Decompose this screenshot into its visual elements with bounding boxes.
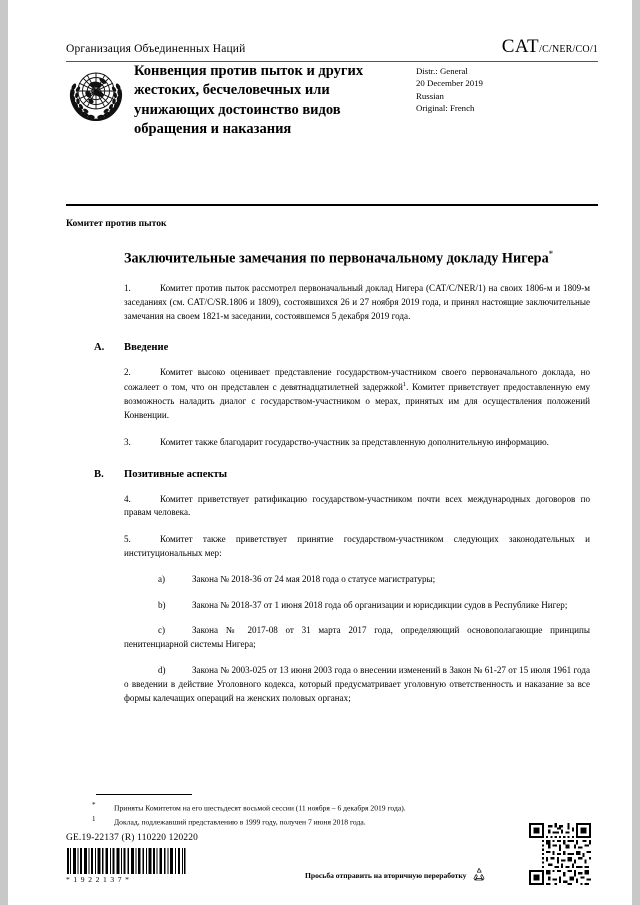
sub-item-text: Закона № 2003-025 от 13 июня 2003 года о внесении изменений в Закон № 61-27 от 15 июля 1961 года о введении в действие Уголовного кодекса, который предусматривает уголовную ответственность и наказание за все формы калечащих операций на женских половых органах;: [124, 665, 590, 703]
distribution-language: Russian: [416, 90, 444, 101]
paragraph-number: 2.: [124, 367, 131, 378]
distribution-block: [416, 65, 556, 115]
footnote-text: Приняты Комитетом на его шестьдесят восьмой сессии (11 ноября – 6 декабря 2019 года).: [114, 803, 406, 813]
paragraph-3: [124, 423, 590, 450]
document-page: [8, 0, 632, 905]
page-title-footnote-mark: *: [548, 249, 554, 259]
document-symbol: [502, 36, 598, 58]
section-heading-b: [94, 450, 590, 480]
sub-item-letter: c): [158, 625, 166, 636]
paragraph-number: 5.: [124, 534, 131, 545]
masthead: [66, 36, 598, 62]
distribution-original: Original: French: [416, 103, 475, 114]
document-symbol-suffix: /C/NER/CO/1: [539, 44, 598, 55]
sub-item-letter: a): [158, 573, 166, 584]
barcode-digits: *1922137*: [66, 875, 133, 884]
sub-item-a: [124, 561, 590, 587]
footnotes: [92, 794, 536, 829]
paragraph-text: Комитет приветствует ратификацию государством-участником почти всех международных договоров по правам человека.: [124, 493, 590, 518]
sub-item-letter: b): [158, 599, 166, 610]
recycle-text: Просьба отправить на вторичную переработку: [305, 870, 467, 880]
header-separator-rule: [66, 204, 598, 206]
paragraph-text-before: Комитет высоко оценивает представление государством-участником своего первоначального доклада, но сожалеет о том, что он представлен с девятнадцатилетней задержкой: [124, 367, 590, 393]
barcode-icon: [66, 848, 186, 874]
committee-name: Комитет против пыток: [66, 218, 167, 229]
job-number: GE.19-22137 (R) 110220 120220: [66, 833, 199, 843]
section-title: Введение: [124, 342, 169, 354]
section-title: Позитивные аспекты: [124, 468, 228, 480]
recycle-icon: [470, 866, 488, 884]
sub-item-c: [124, 612, 590, 652]
organization-name: Организация Объединенных Наций: [66, 43, 246, 55]
sub-item-text: Закона № 2018-36 от 24 мая 2018 года о статусе магистратуры;: [192, 573, 436, 584]
footnote-asterisk: [92, 800, 536, 814]
paragraph-number: 4.: [124, 493, 131, 504]
paragraph-2: [124, 353, 590, 422]
paragraph-number: 1.: [124, 283, 131, 294]
document-body: [94, 248, 590, 706]
sub-item-text: Закона № 2018-37 от 1 июня 2018 года об организации и юрисдикции судов в Республике Нигер;: [192, 599, 568, 610]
sub-item-b: [124, 587, 590, 613]
document-symbol-prefix: CAT: [501, 36, 540, 57]
paragraph-5: [124, 520, 590, 561]
footnote-separator: [96, 794, 192, 795]
section-letter: B.: [94, 468, 104, 480]
recycle-notice: [305, 866, 488, 884]
footnote-mark: 1: [92, 815, 96, 824]
sub-item-letter: d): [158, 665, 166, 676]
paragraph-number: 3.: [124, 436, 131, 447]
footnote-text: Доклад, подлежавший представлению в 1999 году, получен 7 июня 2018 года.: [114, 817, 366, 827]
page-title: [124, 248, 590, 269]
footnote-reference: 1: [402, 381, 407, 389]
qr-code: [529, 823, 591, 885]
section-letter: A.: [94, 342, 105, 354]
paragraph-text-after: . Комитет приветствует предоставленную ему возможность наладить диалог с государством-участником о мерах, принятых им для осуществления положений Конвенции.: [124, 382, 590, 420]
page-title-text: Заключительные замечания по первоначальному докладу Нигера: [124, 250, 549, 267]
distribution-date: 20 December 2019: [416, 78, 483, 89]
paragraph-1: [124, 269, 590, 323]
barcode-block: [66, 848, 186, 884]
paragraph-text: Комитет против пыток рассмотрел первоначальный доклад Нигера (CAT/C/NER/1) на своих 1806-м и 1809-м заседаниях (см. CAT/C/SR.1806 и 1809), состоявшихся 26 и 27 ноября 2019 года, и принял настоящие заключительные замечания на своем 1821-м заседании, состоявшемся 5 декабря 2019 года.: [124, 283, 590, 321]
footnote-mark: *: [92, 801, 96, 809]
un-emblem: [66, 64, 126, 124]
title-block: [66, 62, 598, 139]
paragraph-text: Комитет также приветствует принятие государством-участником следующих законодательных и институциональных мер:: [124, 534, 590, 559]
distribution-type: Distr.: General: [416, 66, 468, 76]
convention-title: Конвенция против пыток и других жестоких, бесчеловечных или унижающих достоинство видов обращения и наказания: [134, 63, 364, 137]
sub-item-d: [124, 652, 590, 705]
sub-item-text: Закона № 2017-08 от 31 марта 2017 года, определяющий основополагающие принципы пенитенциарной системы Нигера;: [124, 625, 590, 650]
footnote-1: [92, 814, 536, 828]
paragraph-text: Комитет также благодарит государство-участник за представленную дополнительную информацию.: [160, 436, 549, 447]
paragraph-4: [124, 480, 590, 521]
section-heading-a: [94, 323, 590, 354]
